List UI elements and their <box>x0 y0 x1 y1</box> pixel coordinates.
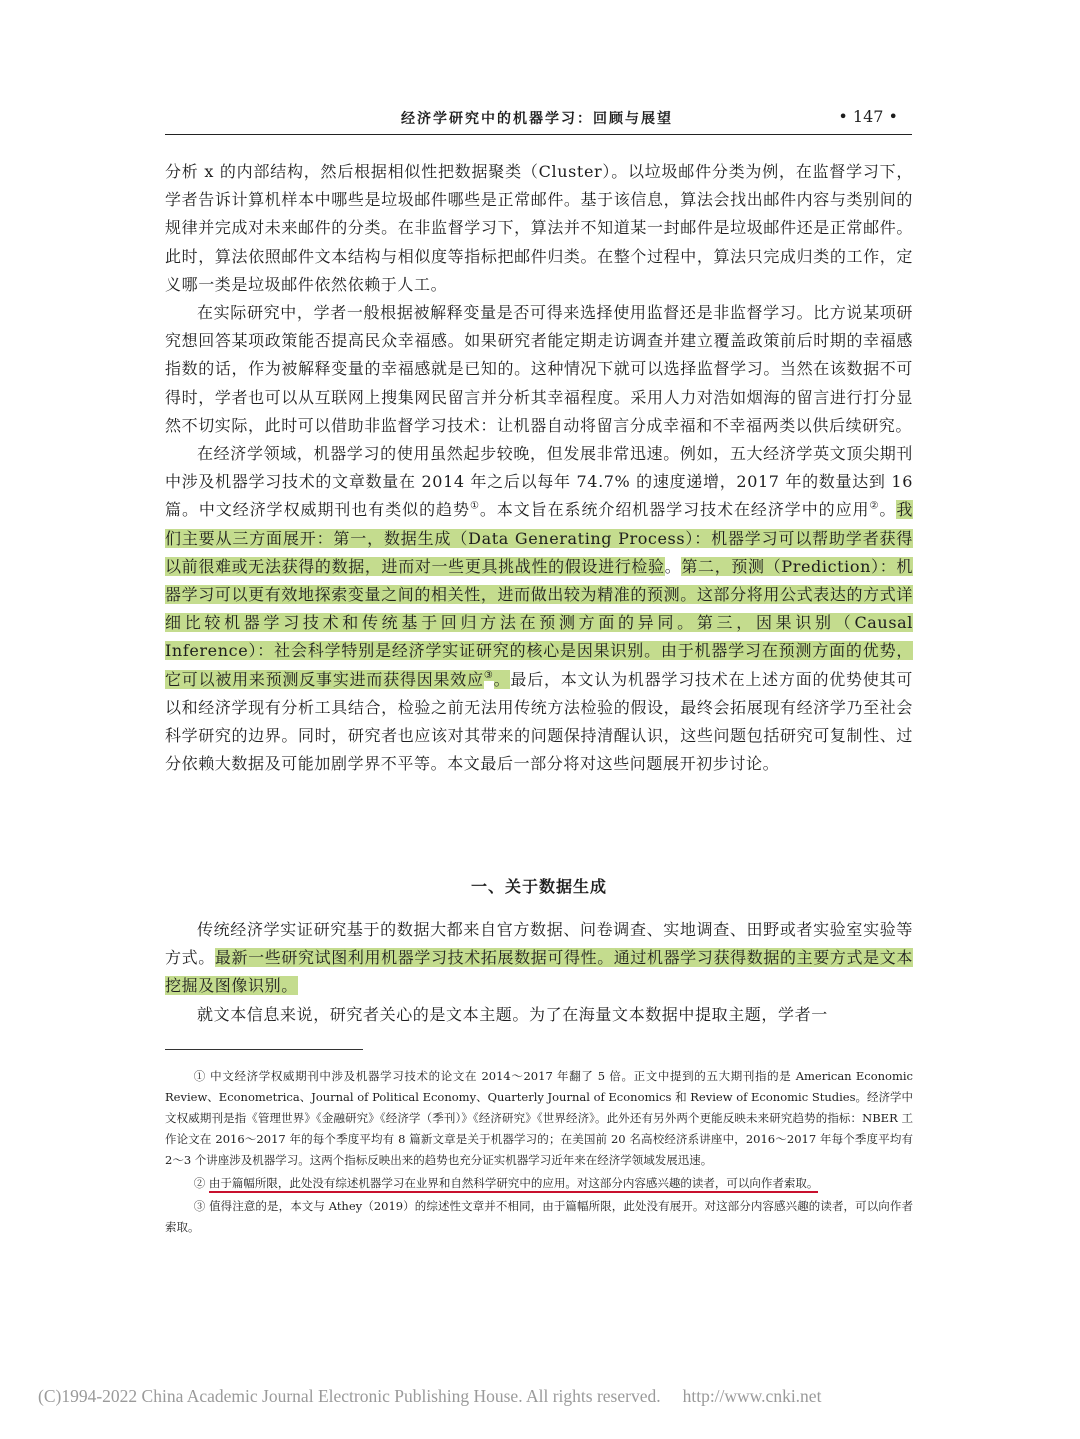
body-text <box>165 158 913 778</box>
section-body <box>165 916 913 1029</box>
copyright-watermark <box>38 1386 1048 1407</box>
footnote-ref-3[interactable]: ③ <box>483 670 494 682</box>
highlight-prediction-causal: 第二，预测（Prediction）：机器学习可以更有效地探索变量之间的相关性，进而做出较为精准的预测。这部分将用公式表达的方式详细比较机器学习技术和传统基于回归方法在预测方面的异同。第三，因果识别（Causal Inference）：社会科学特别是经济学实证研究的核心是因果识别。由于机器学习在预测方面的优势，它可以被用来预测反事实进而获得因果效应 <box>165 556 913 689</box>
section-paragraph-1 <box>165 916 913 1001</box>
section-paragraph-1-text: 传统经济学实证研究基于的数据大都来自官方数据、问卷调查、实地调查、田野或者实验室实验等方式。 <box>165 920 913 968</box>
footnotes <box>165 1066 913 1240</box>
highlight-data-availability: 最新一些研究试图利用机器学习技术拓展数据可得性。通过机器学习获得数据的主要方式是文本挖掘及图像识别。 <box>165 948 913 996</box>
footnote-divider <box>165 1049 363 1050</box>
paragraph-1: 分析 x 的内部结构，然后根据相似性把数据聚类（Cluster）。以垃圾邮件分类为例，在监督学习下，学者告诉计算机样本中哪些是垃圾邮件哪些是正常邮件。基于该信息，算法会找出邮件内容与类别间的规律并完成对未来邮件的分类。在非监督学习下，算法并不知道某一封邮件是垃圾邮件还是正常邮件。此时，算法依照邮件文本结构与相似度等指标把邮件归类。在整个过程中，算法只完成归类的工作，定义哪一类是垃圾邮件依然依赖于人工。 <box>165 162 913 294</box>
footnote-2-underlined-text: 由于篇幅所限，此处没有综述机器学习在业界和自然科学研究中的应用。对这部分内容感兴趣的读者，可以向作者索取。 <box>209 1176 819 1193</box>
paragraph-3 <box>165 440 913 778</box>
paragraph-3-text-e: 最后，本文认为机器学习技术在上述方面的优势使其可以和经济学现有分析工具结合，检验之前无法用传统方法检验的假设，最终会拓展现有经济学乃至社会科学研究的边界。同时，研究者也应该对其带来的问题保持清醒认识，这些问题包括研究可复制性、过分依赖大数据及可能加剧学界不平等。本文最后一部分将对这些问题展开初步讨论。 <box>165 669 913 774</box>
paragraph-3-text-d: 。 <box>664 556 682 576</box>
footnote-3: ③ 值得注意的是，本文与 Athey（2019）的综述性文章并不相同，由于篇幅所限，此处没有展开。对这部分内容感兴趣的读者，可以向作者索取。 <box>165 1199 913 1234</box>
cnki-url[interactable]: http://www.cnki.net <box>682 1386 822 1406</box>
footnote-ref-1[interactable]: ① <box>469 501 480 513</box>
highlight-period: 。 <box>493 669 511 689</box>
paragraph-3-text-c: 。 <box>879 500 897 520</box>
paragraph-3-text-a: 在经济学领域，机器学习的使用虽然起步较晚，但发展非常迅速。例如，五大经济学英文顶尖期刊中涉及机器学习技术的文章数量在 2014 年之后以每年 74.7% 的速度递增，2017 年的数量达到 16 篇。中文经济学权威期刊也有类似的趋势 <box>165 444 913 520</box>
running-title: 经济学研究中的机器学习：回顾与展望 <box>401 111 673 127</box>
section-paragraph-2: 就文本信息来说，研究者关心的是文本主题。为了在海量文本数据中提取主题，学者一 <box>197 1004 828 1024</box>
page-number: • 147 • <box>838 107 898 126</box>
running-header <box>165 104 912 135</box>
footnote-2-mark: ② <box>193 1176 206 1190</box>
footnote-2 <box>165 1173 913 1194</box>
highlight-data-generation: 我们主要从三方面展开：第一，数据生成（Data Generating Process）：机器学习可以帮助学者获得以前很难或无法获得的数据，进而对一些更具挑战性的假设进行检验 <box>165 500 913 576</box>
footnote-ref-2[interactable]: ② <box>869 501 880 513</box>
footnote-1: ① 中文经济学权威期刊中涉及机器学习技术的论文在 2014～2017 年翻了 5 倍。正文中提到的五大期刊指的是 American Economic Review、Econometrica、Journal of Political Economy、Quarterly Journal of Economics 和 Review of Economic Studies。经济学中文权威期刊是指《管理世界》《金融研究》《经济学（季刊）》《经济研究》《世界经济》。此外还有另外两个更能反映未来研究趋势的指标：NBER 工作论文在 2016～2017 年的每个季度平均有 8 篇新文章是关于机器学习的；在美国前 20 名高校经济系讲座中，2016～2017 年每个季度平均有 2～3 个讲座涉及机器学习。这两个指标反映出来的趋势也充分证实机器学习近年来在经济学领域发展迅速。 <box>165 1069 913 1167</box>
section-heading: 一、关于数据生成 <box>470 877 607 896</box>
paragraph-3-text-b: 。本文旨在系统介绍机器学习技术在经济学中的应用 <box>479 500 870 520</box>
copyright-text: (C)1994-2022 China Academic Journal Electronic Publishing House. All rights reserved. <box>38 1386 661 1406</box>
paragraph-2: 在实际研究中，学者一般根据被解释变量是否可得来选择使用监督还是非监督学习。比方说某项研究想回答某项政策能否提高民众幸福感。如果研究者能定期走访调查并建立覆盖政策前后时期的幸福感指数的话，作为被解释变量的幸福感就是已知的。这种情况下就可以选择监督学习。当然在该数据不可得时，学者也可以从互联网上搜集网民留言并分析其幸福程度。采用人力对浩如烟海的留言进行打分显然不切实际，此时可以借助非监督学习技术：让机器自动将留言分成幸福和不幸福两类以供后续研究。 <box>165 303 913 435</box>
